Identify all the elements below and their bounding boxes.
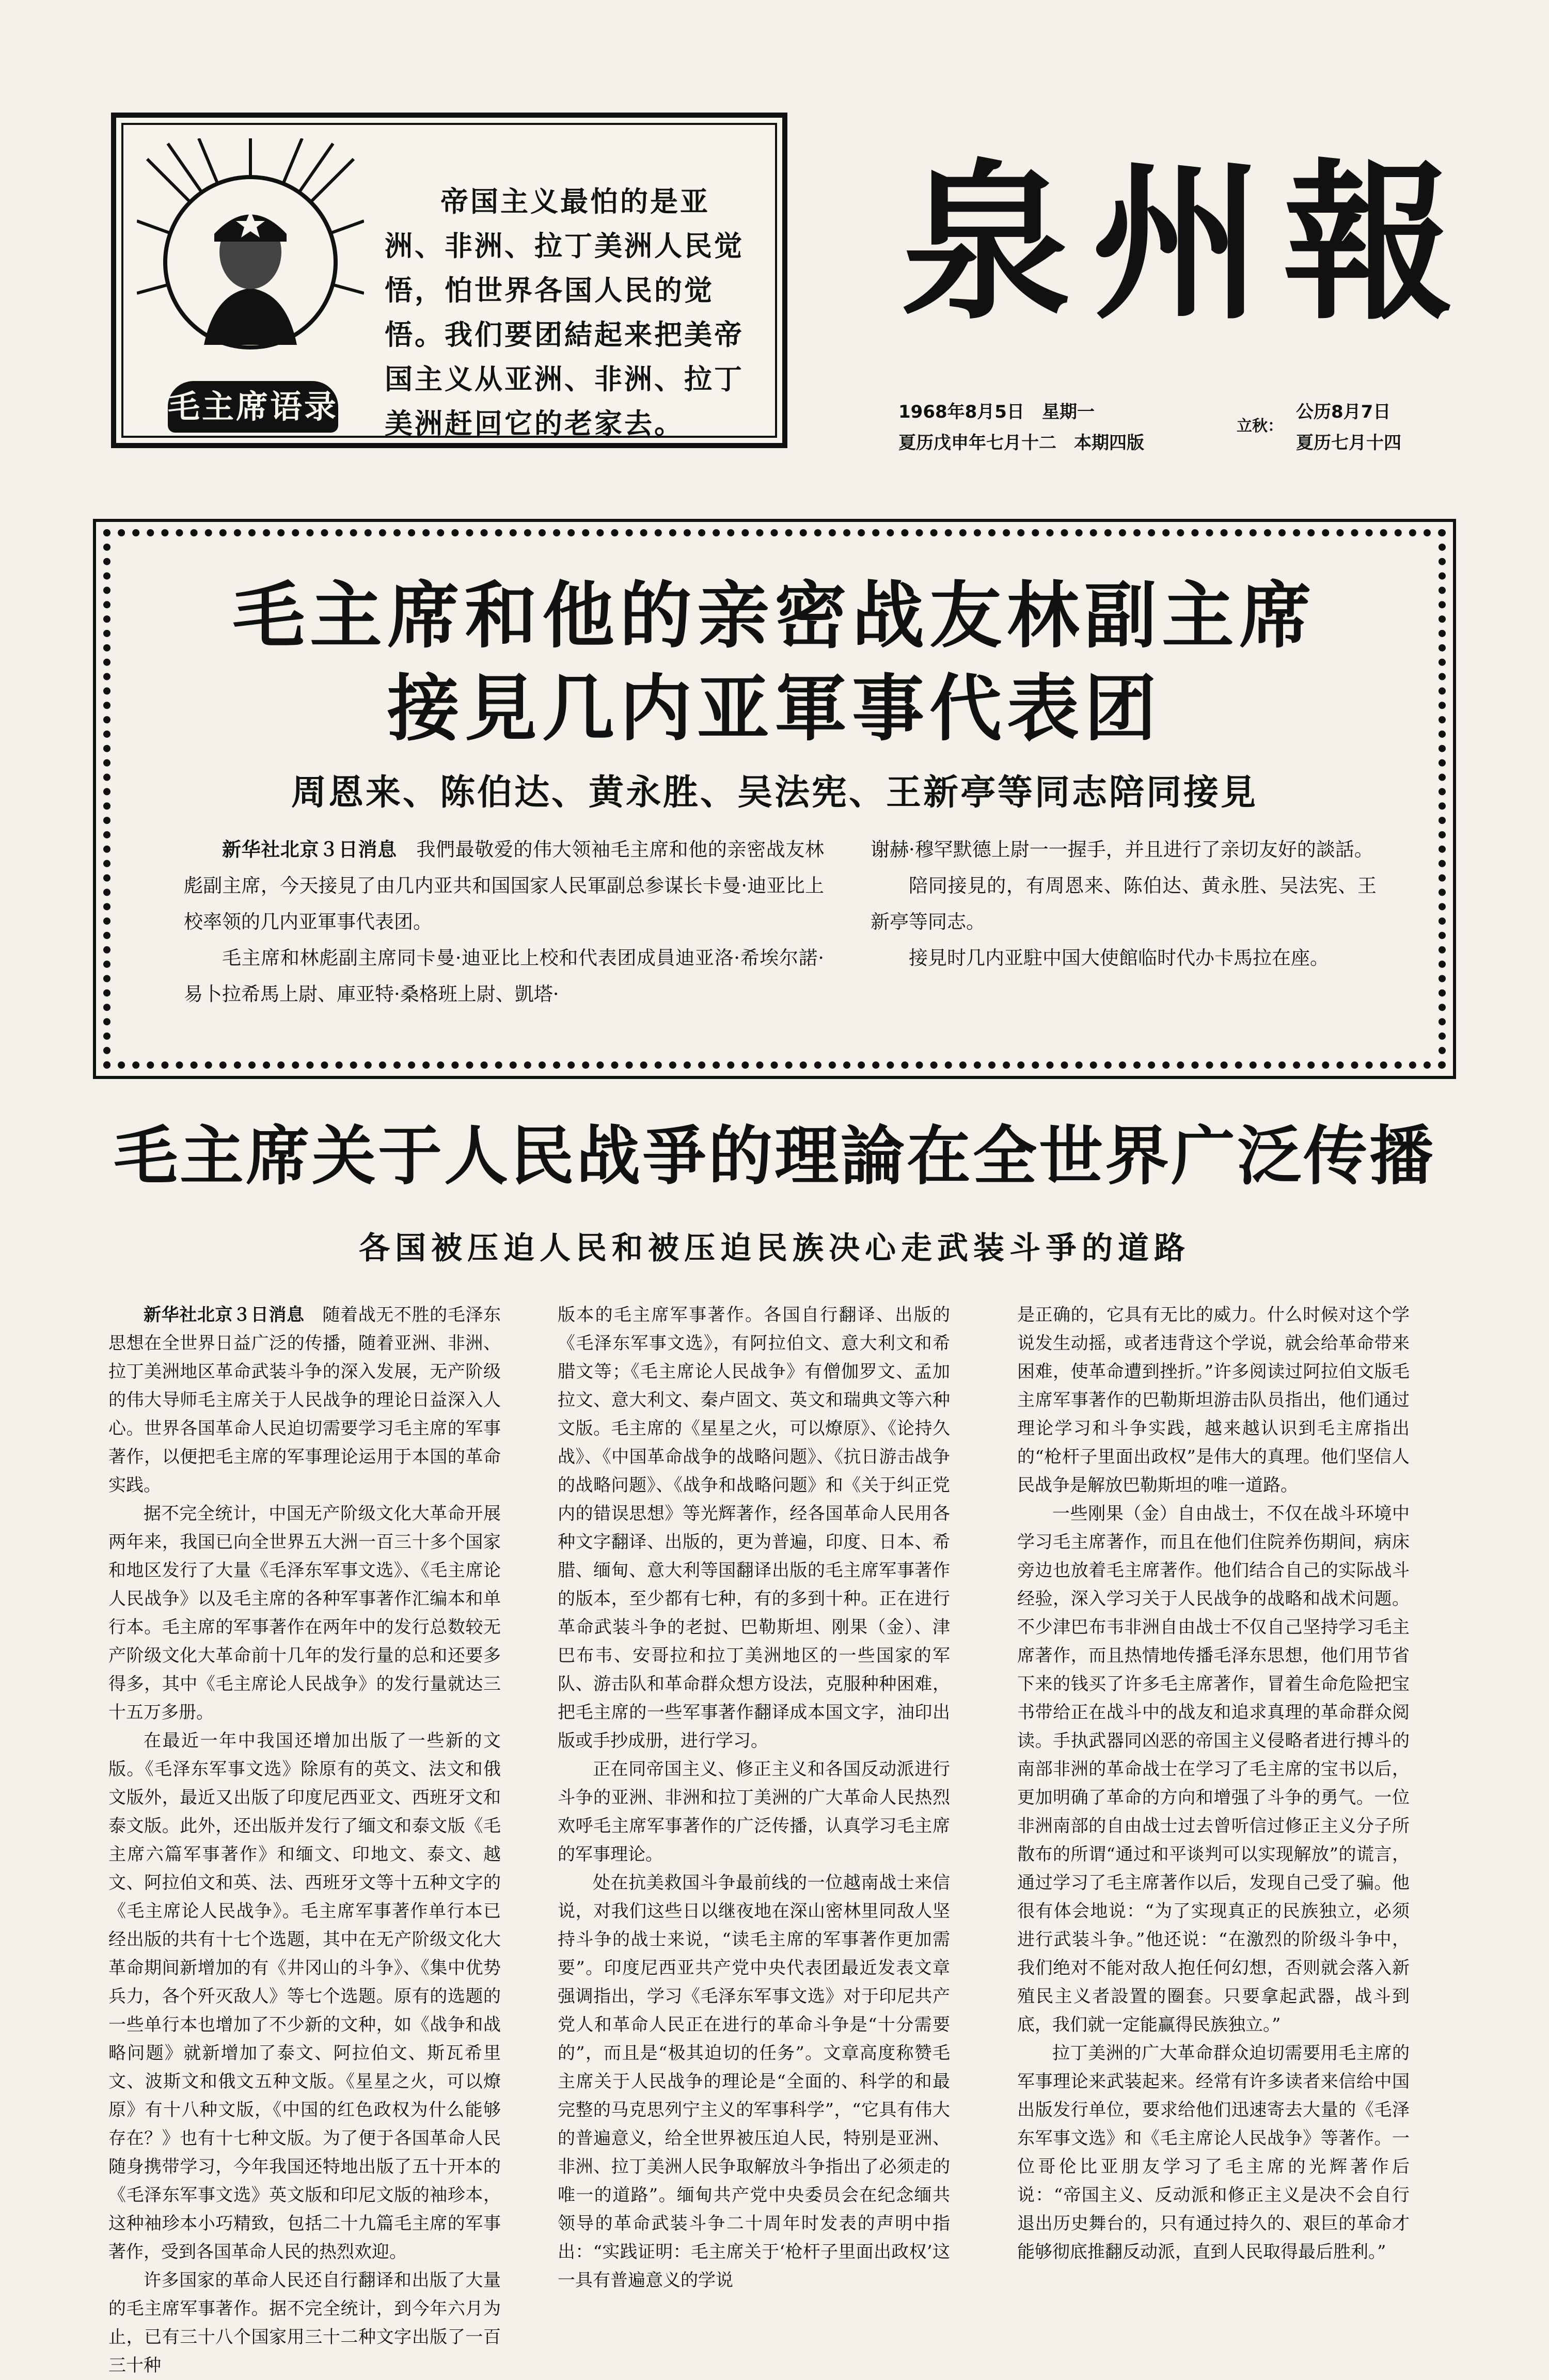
quotation-caption: 毛主席语录 <box>168 381 338 433</box>
main-story-para-4: 陪同接見的，有周恩来、陈伯达、黄永胜、吴法宪、王新亭等同志。 <box>871 875 1377 933</box>
article-paragraph: 随着战无不胜的毛泽东思想在全世界日益广泛的传播，随着亚洲、非洲、拉丁美洲地区革命武装斗争的深入发展，无产阶级的伟大导师毛主席关于人民战争的理论日益深入人心。世界各国革命人民迫切需要学习毛主席的军事著作，以便把毛主席的军事理论运用于本国的革命实践。 <box>108 1305 501 1496</box>
date-line-2: 夏历戊申年七月十二 本期四版 <box>898 433 1144 453</box>
article-title: 毛主席关于人民战爭的理論在全世界广泛传播 <box>113 1119 1435 1194</box>
main-story-left-column <box>184 832 824 1012</box>
solar-term-date-1: 公历8月7日 <box>1296 402 1391 422</box>
solar-term-label: 立秋： <box>1237 417 1283 435</box>
article-paragraph: 是正确的，它具有无比的威力。什么时候对这个学说发生动摇，或者违背这个学说，就会给革命带来困难，使革命遭到挫折。”许多阅读过阿拉伯文版毛主席军事著作的巴勒斯坦游击队员指出，他们通过理论学习和斗争实践，越来越认识到毛主席指出的“枪杆子里面出政权”是伟大的真理。他们坚信人民战争是解放巴勒斯坦的唯一道路。 <box>1017 1305 1410 1496</box>
article-paragraph: 许多国家的革命人民还自行翻译和出版了大量的毛主席军事著作。据不完全统计，到今年六月为止，已有三十八个国家用三十二种文字出版了一百三十种 <box>108 2270 501 2376</box>
main-headline-2: 接見几内亚軍事代表团 <box>387 667 1162 751</box>
main-story-right-column <box>871 832 1377 976</box>
main-story-para-2: 毛主席和林彪副主席同卡曼·迪亚比上校和代表团成員迪亚洛·希埃尔諾·易卜拉希馬上尉、庫亚特·桑格班上尉、凱塔· <box>184 947 824 1005</box>
article-paragraph: 版本的毛主席军事著作。各国自行翻译、出版的《毛泽东军事文选》，有阿拉伯文、意大利文和希腊文等；《毛主席论人民战争》有僧伽罗文、孟加拉文、意大利文、秦卢固文、英文和瑞典文等六种文版。毛主席的《星星之火，可以燎原》、《论持久战》、《中国革命战争的战略问题》、《抗日游击战争的战略问题》、《战争和战略问题》和《关于纠正党内的错误思想》等光辉著作，经各国革命人民用各种文字翻译、出版的，更为普遍，印度、日本、希腊、缅甸、意大利等国翻译出版的毛主席军事著作的版本，至少都有七种，有的多到十种。正在进行革命武装斗争的老挝、巴勒斯坦、刚果（金）、津巴布韦、安哥拉和拉丁美洲地区的一些国家的军队、游击队和革命群众想方设法，克服种种困难，把毛主席的一些军事著作翻译成本国文字，油印出版或手抄成册，进行学习。 <box>558 1305 950 1751</box>
main-story-para-1: 我們最敬爱的伟大领袖毛主席和他的亲密战友林彪副主席，今天接見了由几内亚共和国国家人民軍副总参谋长卡曼·迪亚比上校率领的几内亚軍事代表团。 <box>184 838 825 933</box>
quotation-box <box>111 113 787 448</box>
main-headline-1: 毛主席和他的亲密战友林副主席 <box>232 574 1317 658</box>
article-subtitle: 各国被压迫人民和被压迫民族决心走武装斗爭的道路 <box>359 1230 1190 1266</box>
date-line-1: 1968年8月5日 星期一 <box>898 402 1095 422</box>
main-story-para-5: 接見时几内亚駐中国大使館临时代办卡馬拉在座。 <box>909 947 1329 969</box>
main-story-dateline: 新华社北京３日消息 <box>222 838 397 861</box>
main-story-para-3: 谢赫·穆罕默德上尉一一握手，并且进行了亲切友好的談話。 <box>871 838 1373 861</box>
main-subheadline: 周恩来、陈伯达、黄永胜、吴法宪、王新亭等同志陪同接見 <box>291 772 1258 813</box>
quotation-text: 帝国主义最怕的是亚洲、非洲、拉丁美洲人民觉悟，怕世界各国人民的觉悟。我们要团結起来把美帝国主义从亚洲、非洲、拉丁美洲赶回它的老家去。 <box>385 185 744 440</box>
article-paragraph: 一些刚果（金）自由战士，不仅在战斗环境中学习毛主席著作，而且在他们住院养伤期间，病床旁边也放着毛主席著作。他们结合自己的实际战斗经验，深入学习关于人民战争的战略和战术问题。不少津巴布韦非洲自由战士不仅自己坚持学习毛主席著作，而且热情地传播毛泽东思想，他们用节省下来的钱买了许多毛主席著作，冒着生命危险把宝书带给正在战斗中的战友和追求真理的革命群众阅读。手执武器同凶恶的帝国主义侵略者进行搏斗的南部非洲的革命战士在学习了毛主席的宝书以后，更加明确了革命的方向和增强了斗争的勇气。一位非洲南部的自由战士过去曾听信过修正主义分子所散布的所谓“通过和平谈判可以实现解放”的谎言，通过学习了毛主席著作以后，发现自己受了骗。他很有体会地说：“为了实现真正的民族独立，必须进行武装斗争。”他还说：“在激烈的阶级斗争中，我们绝对不能对敌人抱任何幻想，否则就会落入新殖民主义者設置的圈套。只要拿起武器，战斗到底，我们就一定能赢得民族独立。” <box>1017 1503 1410 2035</box>
article-paragraph: 在最近一年中我国还增加出版了一些新的文版。《毛泽东军事文选》除原有的英文、法文和俄文版外，最近又出版了印度尼西亚文、西班牙文和泰文版。此外，还出版并发行了缅文和泰文版《毛主席六篇军事著作》和缅文、印地文、泰文、越文、阿拉伯文和英、法、西班牙文等十五种文字的《毛主席论人民战争》。毛主席军事著作单行本已经出版的共有十七个选题，其中在无产阶级文化大革命期间新增加的有《井冈山的斗争》、《集中优势兵力，各个歼灭敌人》等七个选题。原有的选题的一些单行本也增加了不少新的文种，如《战争和战略问题》就新增加了泰文、阿拉伯文、斯瓦希里文、波斯文和俄文五种文版。《星星之火，可以燎原》有十八种文版，《中国的红色政权为什么能够存在？》也有十七种文版。为了便于各国革命人民随身携带学习，今年我国还特地出版了五十开本的《毛泽东军事文选》英文版和印尼文版的袖珍本，这种袖珍本小巧精致，包括二十九篇毛主席的军事著作，受到各国革命人民的热烈欢迎。 <box>108 1731 501 2262</box>
article-column-1 <box>108 1301 501 2380</box>
sunburst-portrait-icon <box>137 138 364 376</box>
article-paragraph: 据不完全统计，中国无产阶级文化大革命开展两年来，我国已向全世界五大洲一百三十多个国家和地区发行了大量《毛泽东军事文选》、《毛主席论人民战争》以及毛主席的各种军事著作汇编本和单行本。毛主席的军事著作在两年中的发行总数较无产阶级文化大革命前十几年的发行量的总和还要多得多，其中《毛主席论人民战争》的发行量就达三十五万多册。 <box>108 1503 501 1723</box>
article-paragraph: 拉丁美洲的广大革命群众迫切需要用毛主席的军事理论来武装起来。经常有许多读者来信给中国出版发行单位，要求给他们迅速寄去大量的《毛泽东军事文选》和《毛主席论人民战争》等著作。一位哥伦比亚朋友学习了毛主席的光辉著作后说：“帝国主义、反动派和修正主义是决不会自行退出历史舞台的，只有通过持久的、艰巨的革命才能够彻底推翻反动派，直到人民取得最后胜利。” <box>1017 2043 1410 2262</box>
article-paragraph: 正在同帝国主义、修正主义和各国反动派进行斗争的亚洲、非洲和拉丁美洲的广大革命人民热烈欢呼毛主席军事著作的广泛传播，认真学习毛主席的军事理论。 <box>558 1759 950 1865</box>
main-story-frame <box>93 519 1456 1079</box>
portrait-emblem <box>137 138 364 433</box>
newspaper-title: 泉州報 <box>901 142 1474 343</box>
solar-term-date-2: 夏历七月十四 <box>1296 433 1401 453</box>
article-paragraph: 处在抗美救国斗争最前线的一位越南战士来信说，对我们这些日以继夜地在深山密林里同敌人坚持斗争的战士来说，“读毛主席的军事著作更加需要”。印度尼西亚共产党中央代表团最近发表文章强调指出，学习《毛泽东军事文选》对于印尼共产党人和革命人民正在进行的革命斗争是“十分需要的”，而且是“极其迫切的任务”。文章高度称赞毛主席关于人民战争的理论是“全面的、科学的和最完整的马克思列宁主义的军事科学”，“它具有伟大的普遍意义，给全世界被压迫人民，特别是亚洲、非洲、拉丁美洲人民争取解放斗争指出了必须走的唯一的道路”。缅甸共产党中央委员会在纪念缅共领导的革命武装斗争二十周年时发表的声明中指出：“实践证明：毛主席关于‘枪杆子里面出政权’这一具有普遍意义的学说 <box>558 1873 950 2291</box>
article-column-3 <box>1017 1301 1410 2266</box>
article-dateline: 新华社北京３日消息 <box>144 1305 305 1325</box>
article-column-2 <box>558 1301 950 2295</box>
